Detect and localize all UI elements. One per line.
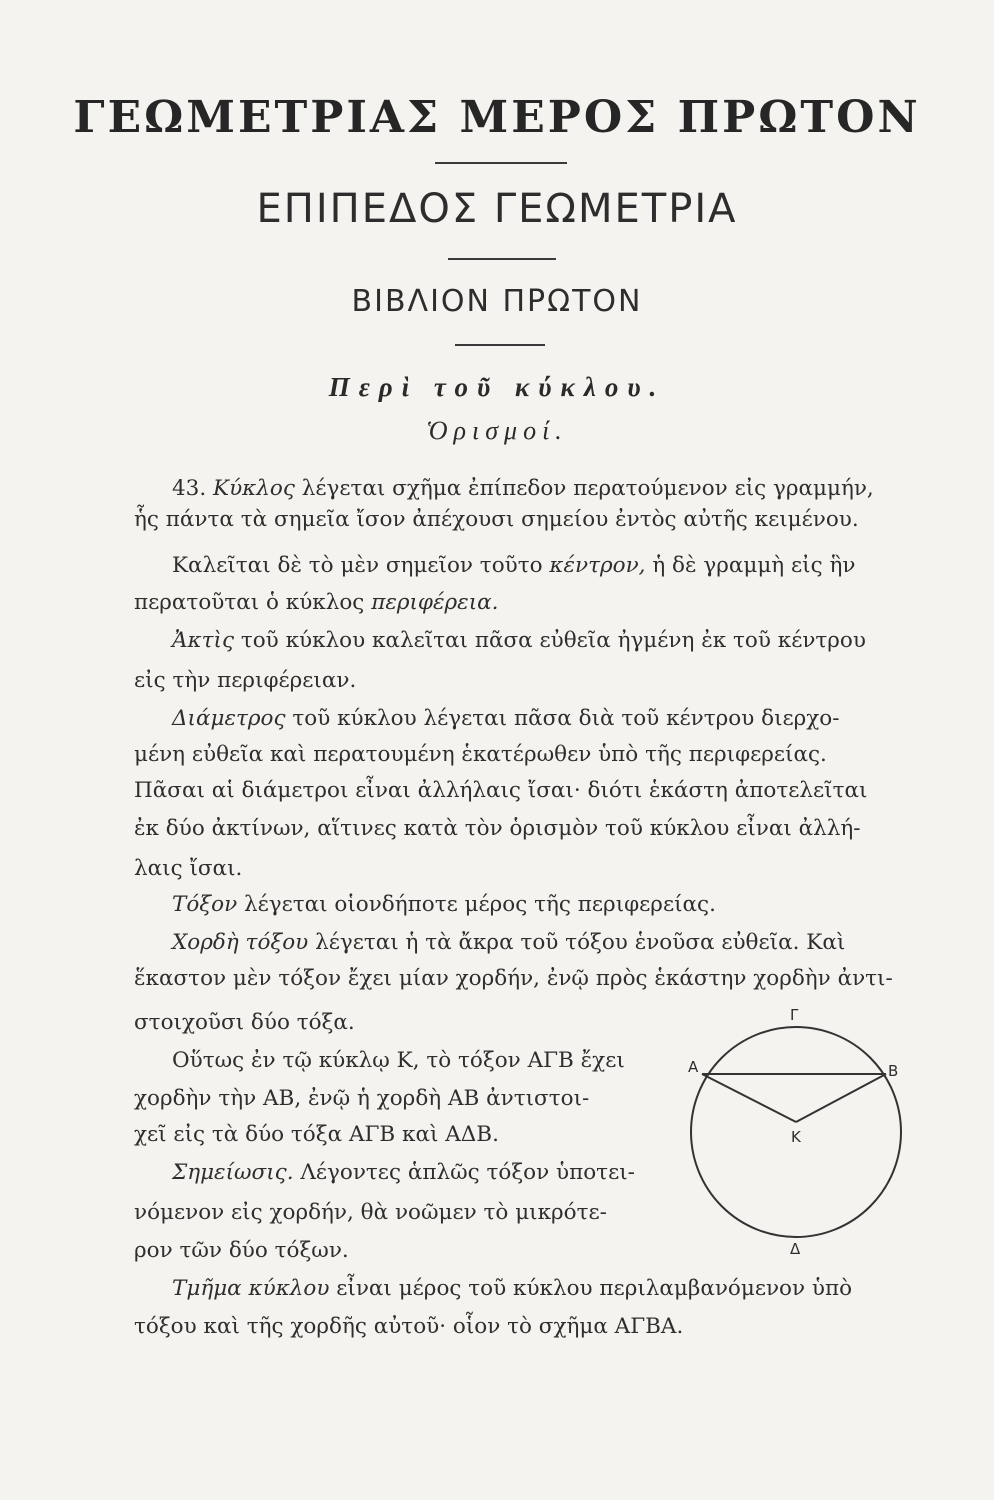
definitions-heading: Ὁρισμοί. (426, 416, 568, 445)
title-rule-3 (455, 344, 545, 346)
text-line (134, 1086, 589, 1111)
term: περιφέρεια. (371, 590, 499, 615)
text-line (172, 553, 855, 578)
line-text: λέγεται ἡ τὰ ἄκρα τοῦ τόξου ἑνοῦσα εὐθεῖα. Καὶ (308, 930, 846, 955)
text-line (172, 628, 866, 653)
line-text: ἡ δὲ γραμμὴ εἰς ἣν (645, 553, 856, 578)
term: Κύκλος (213, 476, 295, 501)
section-heading: Περὶ τοῦ κύκλου. (328, 372, 666, 402)
text-line (134, 1238, 349, 1263)
line-text: στοιχοῦσι δύο τόξα. (134, 1010, 355, 1035)
text-line (172, 1048, 625, 1073)
term: Διάμετρος (172, 706, 286, 731)
text-line (134, 1200, 607, 1225)
text-line (172, 930, 845, 955)
label-kappa: Κ (791, 1128, 801, 1146)
line-text: λαις ἴσαι. (134, 856, 243, 881)
line-text: ἕκαστον μὲν τόξον ἔχει μίαν χορδήν, ἐνῷ πρὸς ἑκάστην χορδὴν ἀντι- (134, 966, 893, 991)
text-line (134, 966, 893, 991)
radius-ka (702, 1074, 796, 1122)
line-text: εἶναι μέρος τοῦ κύκλου περιλαμβανόμενον ὑπὸ (329, 1276, 853, 1301)
term: Ἀκτὶς (172, 628, 234, 653)
line-text: μένη εὐθεῖα καὶ περατουμένη ἑκατέρωθεν ὑπὸ τῆς περιφερείας. (134, 742, 827, 767)
label-gamma: Γ (790, 1006, 799, 1024)
term: Τόξον (172, 892, 238, 917)
line-text: λέγεται σχῆμα ἐπίπεδον περατούμενον εἰς γραμμήν, (294, 476, 874, 501)
line-text: τοῦ κύκλου καλεῖται πᾶσα εὐθεῖα ἠγμένη ἐκ τοῦ κέντρου (234, 628, 866, 653)
text-line (172, 1160, 635, 1185)
line-text: 43. (172, 476, 214, 501)
text-line (134, 856, 242, 881)
title-rule-1 (435, 162, 567, 164)
line-text: νόμενον εἰς χορδήν, θὰ νοῶμεν τὸ μικρότε- (134, 1200, 607, 1225)
line-text: ἐκ δύο ἀκτίνων, αἵτινες κατὰ τὸν ὁρισμὸν τοῦ κύκλου εἶναι ἀλλή- (134, 816, 861, 841)
line-text: χεῖ εἰς τὰ δύο τόξα ΑΓΒ καὶ ΑΔΒ. (134, 1122, 499, 1147)
text-line (172, 706, 840, 731)
line-text: τόξου καὶ τῆς χορδῆς αὐτοῦ· οἷον τὸ σχῆμα ΑΓΒΑ. (134, 1314, 684, 1339)
radius-kb (796, 1074, 886, 1122)
text-line (172, 892, 716, 917)
line-text: Λέγοντες ἁπλῶς τόξον ὑποτει- (293, 1160, 635, 1185)
line-text: περατοῦται ὁ κύκλος (134, 590, 372, 615)
term: Σημείωσις. (172, 1160, 294, 1185)
line-text: εἰς τὴν περιφέρειαν. (134, 668, 357, 693)
main-title: ΓΕΩΜΕΤΡΙΑΣ ΜΕΡΟΣ ΠΡΩΤΟΝ (73, 92, 921, 143)
line-text: Οὕτως ἐν τῷ κύκλῳ Κ, τὸ τόξον ΑΓΒ ἔχει (172, 1048, 625, 1073)
term: κέντρον, (549, 553, 646, 578)
text-line (134, 742, 827, 767)
text-line (134, 507, 859, 532)
line-text: Καλεῖται δὲ τὸ μὲν σημεῖον τοῦτο (172, 553, 550, 578)
label-beta: Β (888, 1062, 899, 1080)
line-text: τοῦ κύκλου λέγεται πᾶσα διὰ τοῦ κέντρου διερχο- (285, 706, 840, 731)
subtitle: ΕΠΙΠΕΔΟΣ ΓΕΩΜΕΤΡΙΑ (256, 186, 738, 232)
circle-figure (680, 1000, 920, 1270)
circle-diagram (680, 1000, 920, 1270)
line-text: ρον τῶν δύο τόξων. (134, 1238, 349, 1263)
label-alpha: Α (688, 1058, 699, 1076)
term: Χορδὴ τόξου (172, 930, 309, 955)
text-line (172, 476, 874, 501)
line-text: λέγεται οἱονδήποτε μέρος τῆς περιφερείας. (237, 892, 716, 917)
title-rule-2 (448, 258, 556, 260)
text-line (134, 590, 498, 615)
text-line (134, 1314, 683, 1339)
book-title: ΒΙΒΛΙΟΝ ΠΡΩΤΟΝ (351, 284, 643, 319)
text-line (134, 816, 861, 841)
text-line (134, 668, 356, 693)
label-delta: Δ (790, 1240, 801, 1258)
text-line (134, 1122, 499, 1147)
line-text: Πᾶσαι αἱ διάμετροι εἶναι ἀλλήλαις ἴσαι· διότι ἑκάστη ἀποτελεῖται (134, 778, 868, 803)
line-text: ἧς πάντα τὰ σημεῖα ἴσον ἀπέχουσι σημείου ἐντὸς αὐτῆς κειμένου. (134, 507, 859, 532)
term: Τμῆμα κύκλου (172, 1276, 330, 1301)
line-text: χορδὴν τὴν ΑΒ, ἐνῷ ἡ χορδὴ ΑΒ ἀντιστοι- (134, 1086, 590, 1111)
text-line (134, 1010, 355, 1035)
text-line (134, 778, 867, 803)
text-line (172, 1276, 852, 1301)
